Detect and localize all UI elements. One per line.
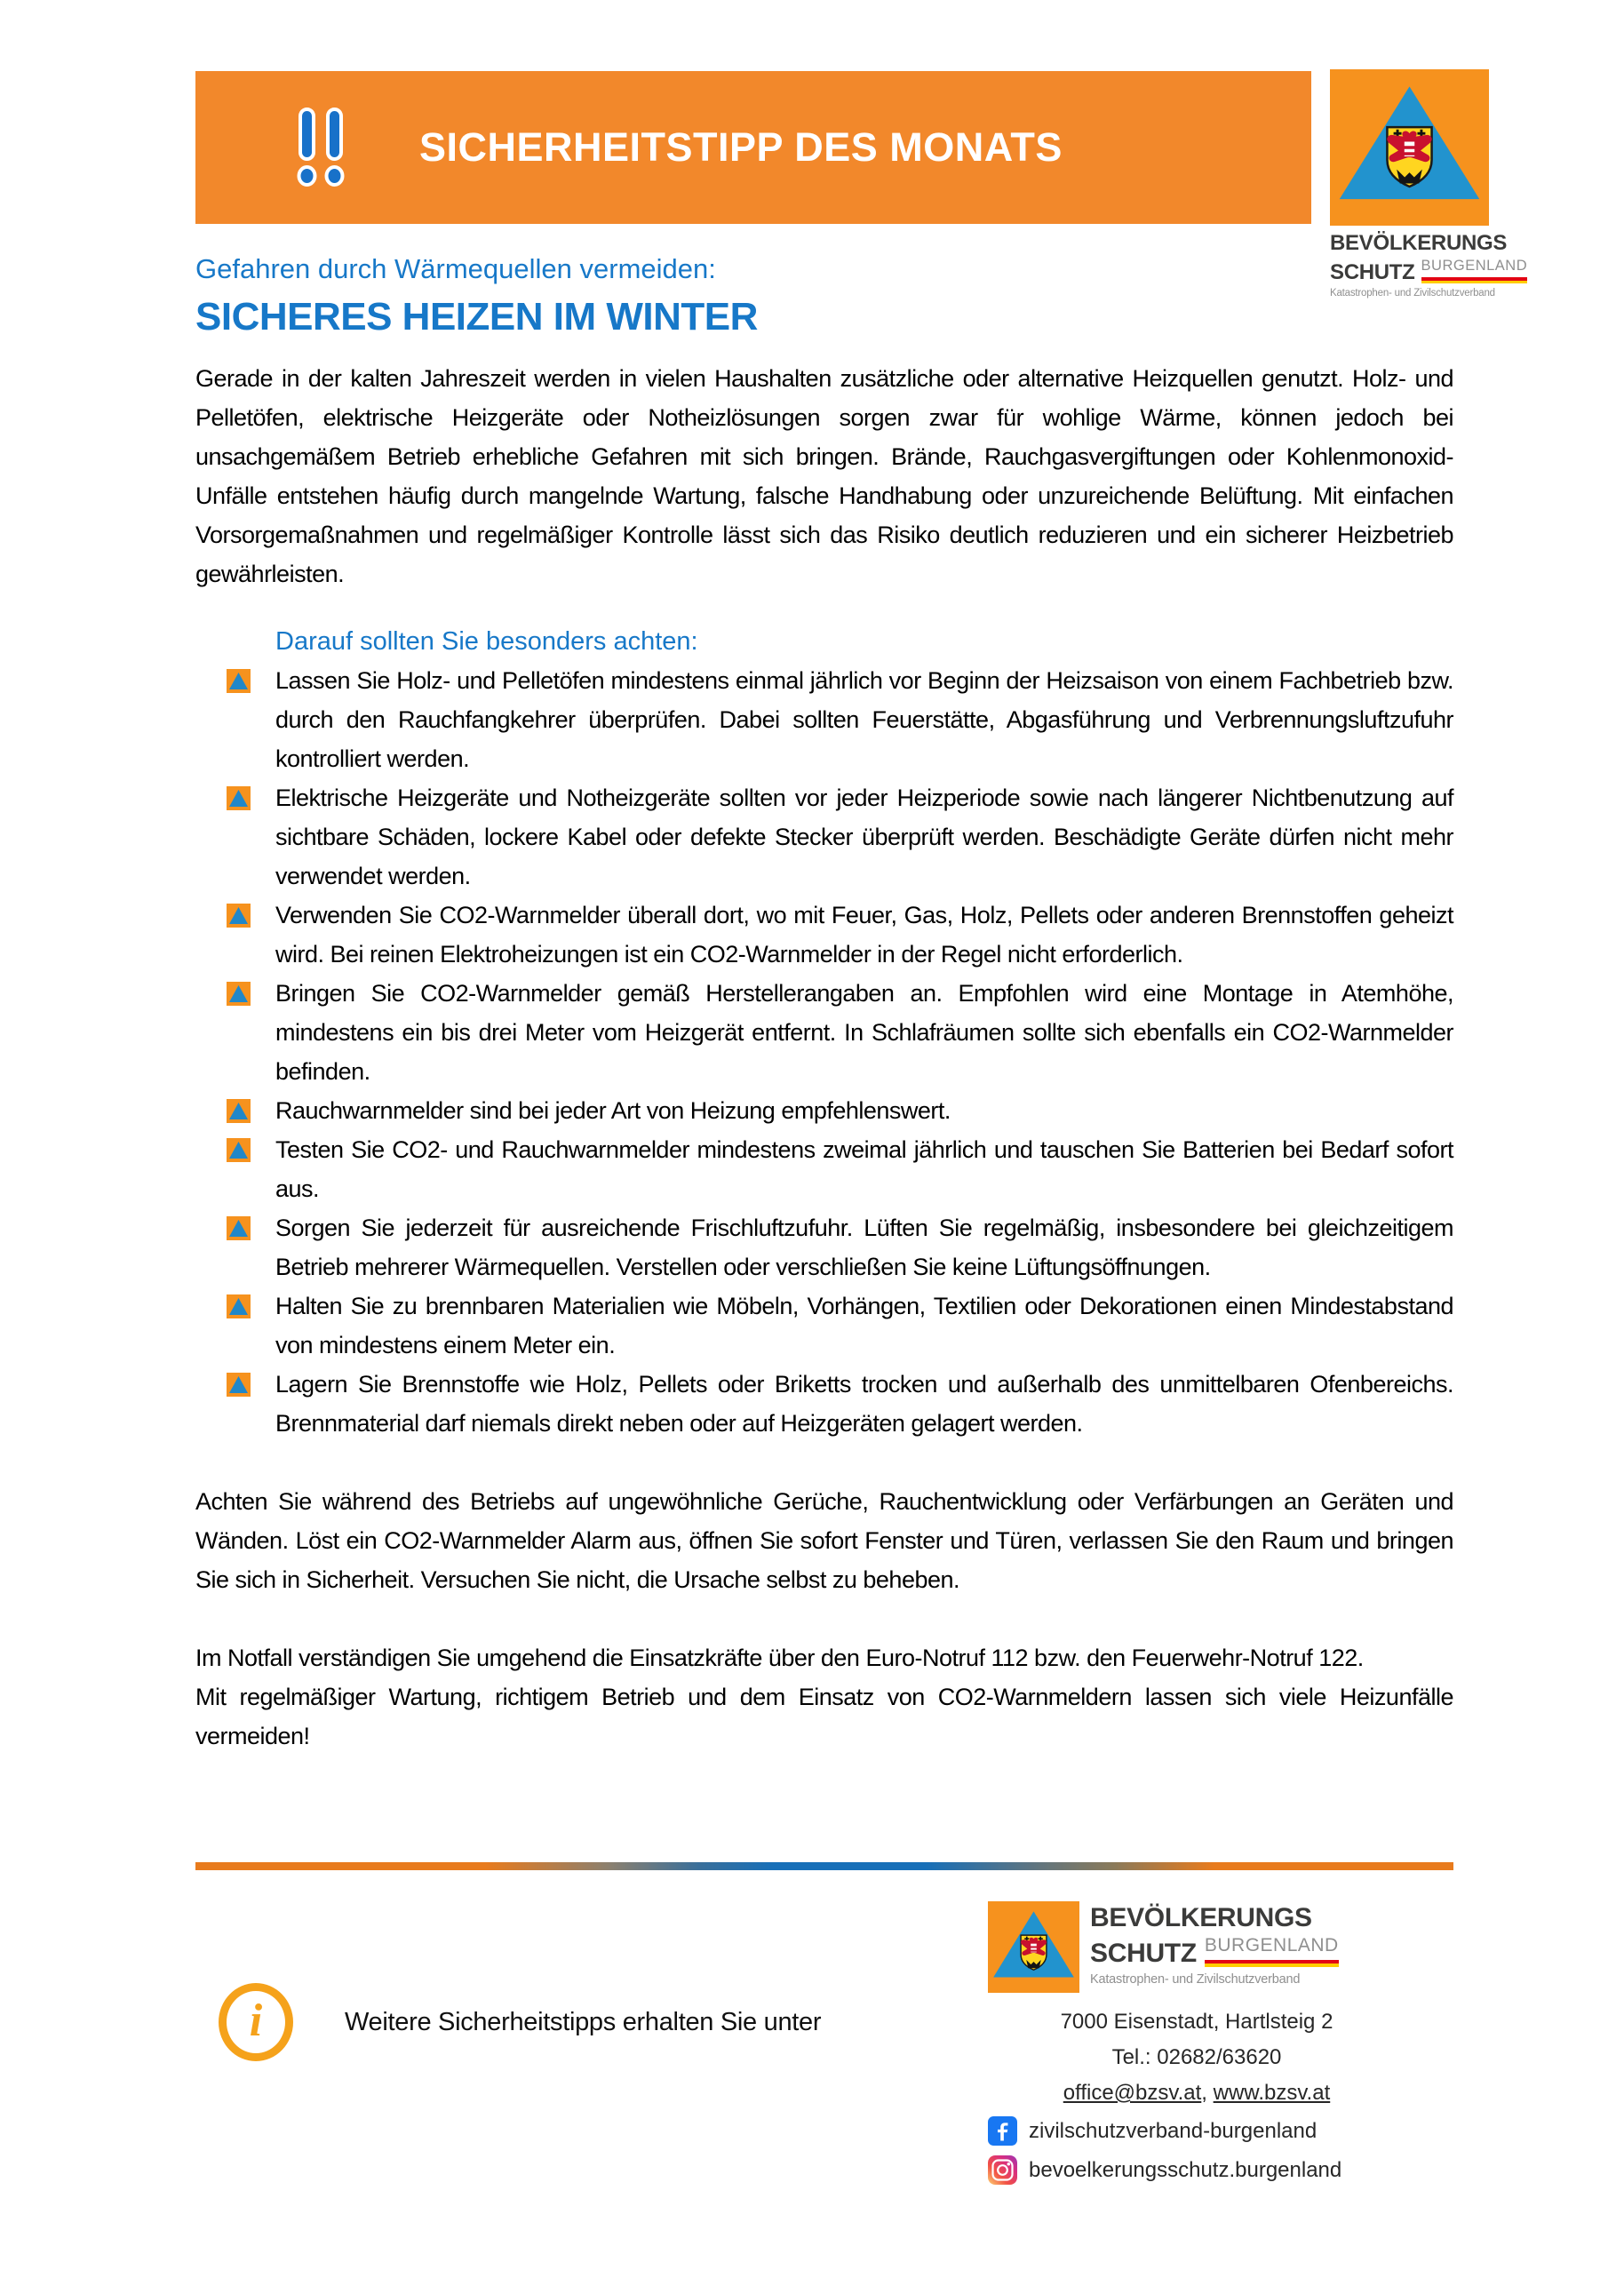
closing-paragraph-1: Achten Sie während des Betriebs auf ungewöhnliche Gerüche, Rauchentwicklung oder Verfärbungen an Geräten und Wänden. Löst ein CO2-Warnmelder Alarm aus, öffnen Sie sofort Fenster und Türen, verlassen Sie den Raum und bringen Sie sich in Sicherheit. Versuchen Sie nicht, die Ursache selbst zu beheben.: [195, 1488, 1453, 1593]
list-item-text: Lagern Sie Brennstoffe wie Holz, Pellets oder Briketts trocken und außerhalb des unmittelbaren Ofenbereichs. Brennmaterial darf niemals direkt neben oder auf Heizgeräten gelagert werden.: [275, 1371, 1453, 1437]
list-item-text: Verwenden Sie CO2-Warnmelder überall dort, wo mit Feuer, Gas, Holz, Pellets oder anderen Brennstoffen geheizt wird. Bei reinen Elektroheizungen ist ein CO2-Warnmelder in der Regel nicht erforderlich.: [275, 902, 1453, 968]
footer-contact-block: [988, 1901, 1405, 2185]
list-item: [195, 661, 1453, 778]
list-item: [195, 974, 1453, 1091]
logo-word-bevoelkerungs: BEVÖLKERUNGS: [1330, 231, 1508, 255]
triangle-bullet-icon: [227, 982, 251, 1006]
link-separator: ,: [1201, 2081, 1214, 2105]
list-item-text: Lassen Sie Holz- und Pelletöfen mindestens einmal jährlich vor Beginn der Heizsaison von einem Fachbetrieb bzw. durch den Rauchfangkehrer überprüfen. Dabei sollten Feuerstätte, Abgasführung und Verbrennungsluftzufuhr kontrolliert werden.: [275, 667, 1453, 772]
list-item: [195, 1091, 1453, 1130]
header-banner: [195, 71, 1311, 224]
closing-paragraph-3: Mit regelmäßiger Wartung, richtigem Betrieb und dem Einsatz von CO2-Warnmeldern lassen sich viele Heizunfälle vermeiden!: [195, 1684, 1453, 1749]
footer-info: [219, 1983, 821, 2061]
footer-address: 7000 Eisenstadt, Hartlsteig 2: [1060, 2010, 1333, 2034]
triangle-bullet-icon: [227, 1294, 251, 1318]
list-item: [195, 1365, 1453, 1443]
logo-word-bevoelkerungs: BEVÖLKERUNGS: [1090, 1903, 1312, 1932]
closing-paragraph-2: Im Notfall verständigen Sie umgehend die Einsatzkräfte über den Euro-Notruf 112 bzw. den Feuerwehr-Notruf 122.: [195, 1645, 1364, 1671]
triangle-bullet-icon: [227, 786, 251, 810]
triangle-bullet-icon: [227, 669, 251, 693]
facebook-row[interactable]: [988, 2116, 1405, 2146]
instagram-handle[interactable]: bevoelkerungsschutz.burgenland: [1029, 2157, 1342, 2182]
document-body: [195, 254, 1453, 1756]
info-icon: i: [219, 1983, 293, 2061]
burgenland-flag-bar: [1205, 1960, 1339, 1967]
triangle-bullet-icon: [227, 904, 251, 928]
banner-title: SICHERHEITSTIPP DES MONATS: [419, 124, 1063, 170]
list-item: [195, 896, 1453, 974]
list-item-text: Rauchwarnmelder sind bei jeder Art von Heizung empfehlenswert.: [275, 1097, 951, 1124]
logo-word-schutz: SCHUTZ: [1090, 1939, 1197, 1968]
triangle-bullet-icon: [227, 1138, 251, 1162]
list-item-text: Bringen Sie CO2-Warnmelder gemäß Herstellerangaben an. Empfohlen wird eine Montage in Atemhöhe, mindestens ein bis drei Meter vom Heizgerät entfernt. In Schlafräumen sollte sich ebenfalls ein CO2-Warnmelder befinden.: [275, 980, 1453, 1085]
civil-protection-emblem-icon: [1330, 69, 1489, 226]
list-item: [195, 1130, 1453, 1208]
triangle-bullet-icon: [227, 1373, 251, 1397]
org-logo-footer: [988, 1901, 1405, 1993]
checklist-heading: Darauf sollten Sie besonders achten:: [275, 627, 698, 656]
list-item: [195, 1208, 1453, 1286]
facebook-icon: [988, 2116, 1017, 2146]
footer-phone: Tel.: 02682/63620: [1111, 2045, 1282, 2069]
list-item: [195, 1286, 1453, 1365]
list-item-text: Halten Sie zu brennbaren Materialien wie Möbeln, Vorhängen, Textilien oder Dekorationen einen Mindestabstand von mindestens einem Meter ein.: [275, 1293, 1453, 1358]
triangle-bullet-icon: [227, 1099, 251, 1123]
gradient-divider: [195, 1862, 1453, 1870]
facebook-handle[interactable]: zivilschutzverband-burgenland: [1029, 2118, 1318, 2143]
kicker: Gefahren durch Wärmequellen vermeiden:: [195, 253, 716, 284]
page-title: SICHERES HEIZEN IM WINTER: [195, 295, 758, 339]
logo-subtitle: Katastrophen- und Zivilschutzverband: [1090, 1972, 1301, 1987]
instagram-row[interactable]: [988, 2155, 1405, 2185]
double-exclamation-icon: [295, 107, 350, 188]
logo-word-schutz: SCHUTZ: [1330, 260, 1415, 284]
civil-protection-emblem-icon: [988, 1901, 1079, 1993]
list-item-text: Testen Sie CO2- und Rauchwarnmelder mindestens zweimal jährlich und tauschen Sie Batterien bei Bedarf sofort aus.: [275, 1136, 1453, 1202]
list-item-text: Elektrische Heizgeräte und Notheizgeräte sollten vor jeder Heizperiode sowie nach längerer Nichtbenutzung auf sichtbare Schäden, lockere Kabel oder defekte Stecker überprüft werden. Beschädigte Geräte dürfen nicht mehr verwendet werden.: [275, 785, 1453, 889]
list-item: [195, 778, 1453, 896]
list-item-text: Sorgen Sie jederzeit für ausreichende Frischluftzufuhr. Lüften Sie regelmäßig, insbesondere bei gleichzeitigem Betrieb mehrerer Wärmequellen. Verstellen oder verschließen Sie keine Lüftungsöffnungen.: [275, 1215, 1453, 1280]
instagram-icon: [988, 2155, 1017, 2185]
email-link[interactable]: office@bzsv.at: [1063, 2081, 1202, 2105]
triangle-bullet-icon: [227, 1216, 251, 1240]
website-link[interactable]: www.bzsv.at: [1213, 2081, 1331, 2105]
logo-subtitle: Katastrophen- und Zivilschutzverband: [1330, 288, 1495, 299]
logo-region: BURGENLAND: [1204, 1935, 1339, 1955]
intro-paragraph: Gerade in der kalten Jahreszeit werden in vielen Haushalten zusätzliche oder alternative Heizquellen genutzt. Holz- und Pelletöfen, elektrische Heizgeräte oder Notheizlösungen sorgen zwar für wohlige Wärme, können jedoch bei unsachgemäßem Betrieb erhebliche Gefahren mit sich bringen. Brände, Rauchgasvergiftungen oder Kohlenmonoxid-Unfälle entstehen häufig durch mangelnde Wartung, falsche Handhabung oder unzureichende Belüftung. Mit einfachen Vorsorgemaßnahmen und regelmäßiger Kontrolle lässt sich das Risiko deutlich reduzieren und ein sicherer Heizbetrieb gewährleisten.: [195, 365, 1453, 587]
footer-info-text: Weitere Sicherheitstipps erhalten Sie unter: [345, 2007, 822, 2036]
logo-region: BURGENLAND: [1421, 258, 1528, 274]
